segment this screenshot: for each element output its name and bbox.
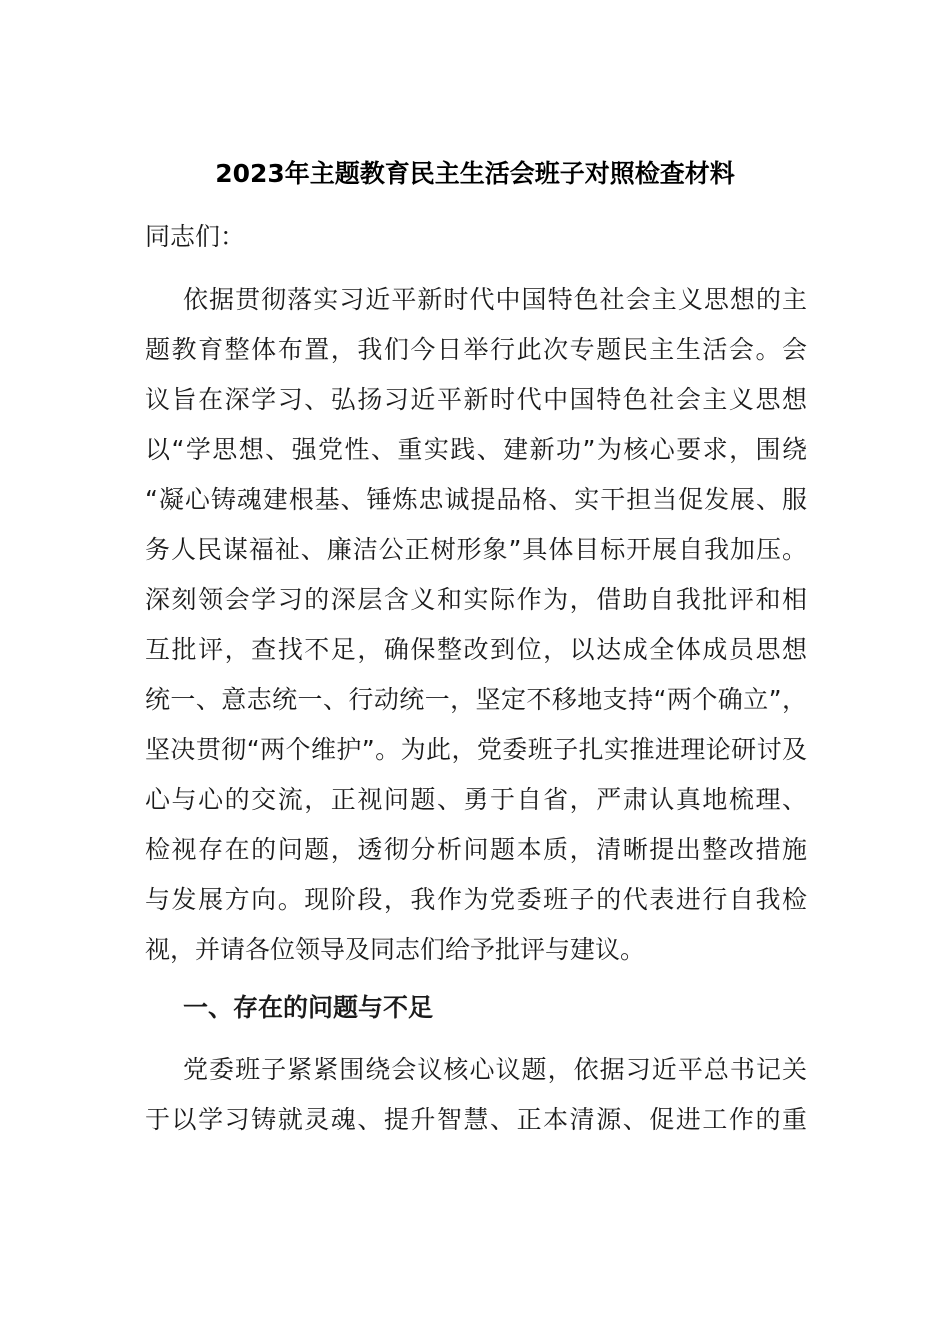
section-heading: 一、存在的问题与不足 — [183, 993, 434, 1022]
paragraph-line: 议旨在深学习、弘扬习近平新时代中国特色社会主义思想 — [145, 385, 807, 414]
paragraph-line: “凝心铸魂建根基、锤炼忠诚提品格、实干担当促发展、服 — [145, 485, 807, 514]
paragraph-line: 题教育整体布置，我们今日举行此次专题民主生活会。会 — [145, 335, 807, 364]
paragraph-line: 视，并请各位领导及同志们给予批评与建议。 — [145, 935, 646, 964]
paragraph-line: 互批评，查找不足，确保整改到位，以达成全体成员思想 — [145, 635, 807, 664]
document-title: 2023年主题教育民主生活会班子对照检查材料 — [215, 159, 735, 188]
paragraph-line: 深刻领会学习的深层含义和实际作为，借助自我批评和相 — [145, 585, 807, 614]
paragraph-line: 务人民谋福祉、廉洁公正树形象”具体目标开展自我加压。 — [145, 535, 807, 564]
salutation: 同志们： — [145, 222, 246, 251]
paragraph-line: 以“学思想、强党性、重实践、建新功”为核心要求，围绕 — [145, 435, 807, 464]
paragraph-line: 坚决贯彻“两个维护”。为此，党委班子扎实推进理论研讨及 — [145, 735, 807, 764]
paragraph-line: 党委班子紧紧围绕会议核心议题，依据习近平总书记关 — [183, 1055, 807, 1084]
paragraph-line: 心与心的交流，正视问题、勇于自省，严肃认真地梳理、 — [145, 785, 807, 814]
paragraph-line: 与发展方向。现阶段，我作为党委班子的代表进行自我检 — [145, 885, 807, 914]
paragraph-line: 检视存在的问题，透彻分析问题本质，清晰提出整改措施 — [145, 835, 807, 864]
paragraph-line: 于以学习铸就灵魂、提升智慧、正本清源、促进工作的重 — [145, 1105, 807, 1134]
intro-paragraph — [145, 275, 807, 975]
paragraph-line: 依据贯彻落实习近平新时代中国特色社会主义思想的主 — [183, 285, 807, 314]
paragraph-line: 统一、意志统一、行动统一，坚定不移地支持“两个确立”， — [145, 685, 807, 714]
section-paragraph — [145, 1045, 807, 1145]
